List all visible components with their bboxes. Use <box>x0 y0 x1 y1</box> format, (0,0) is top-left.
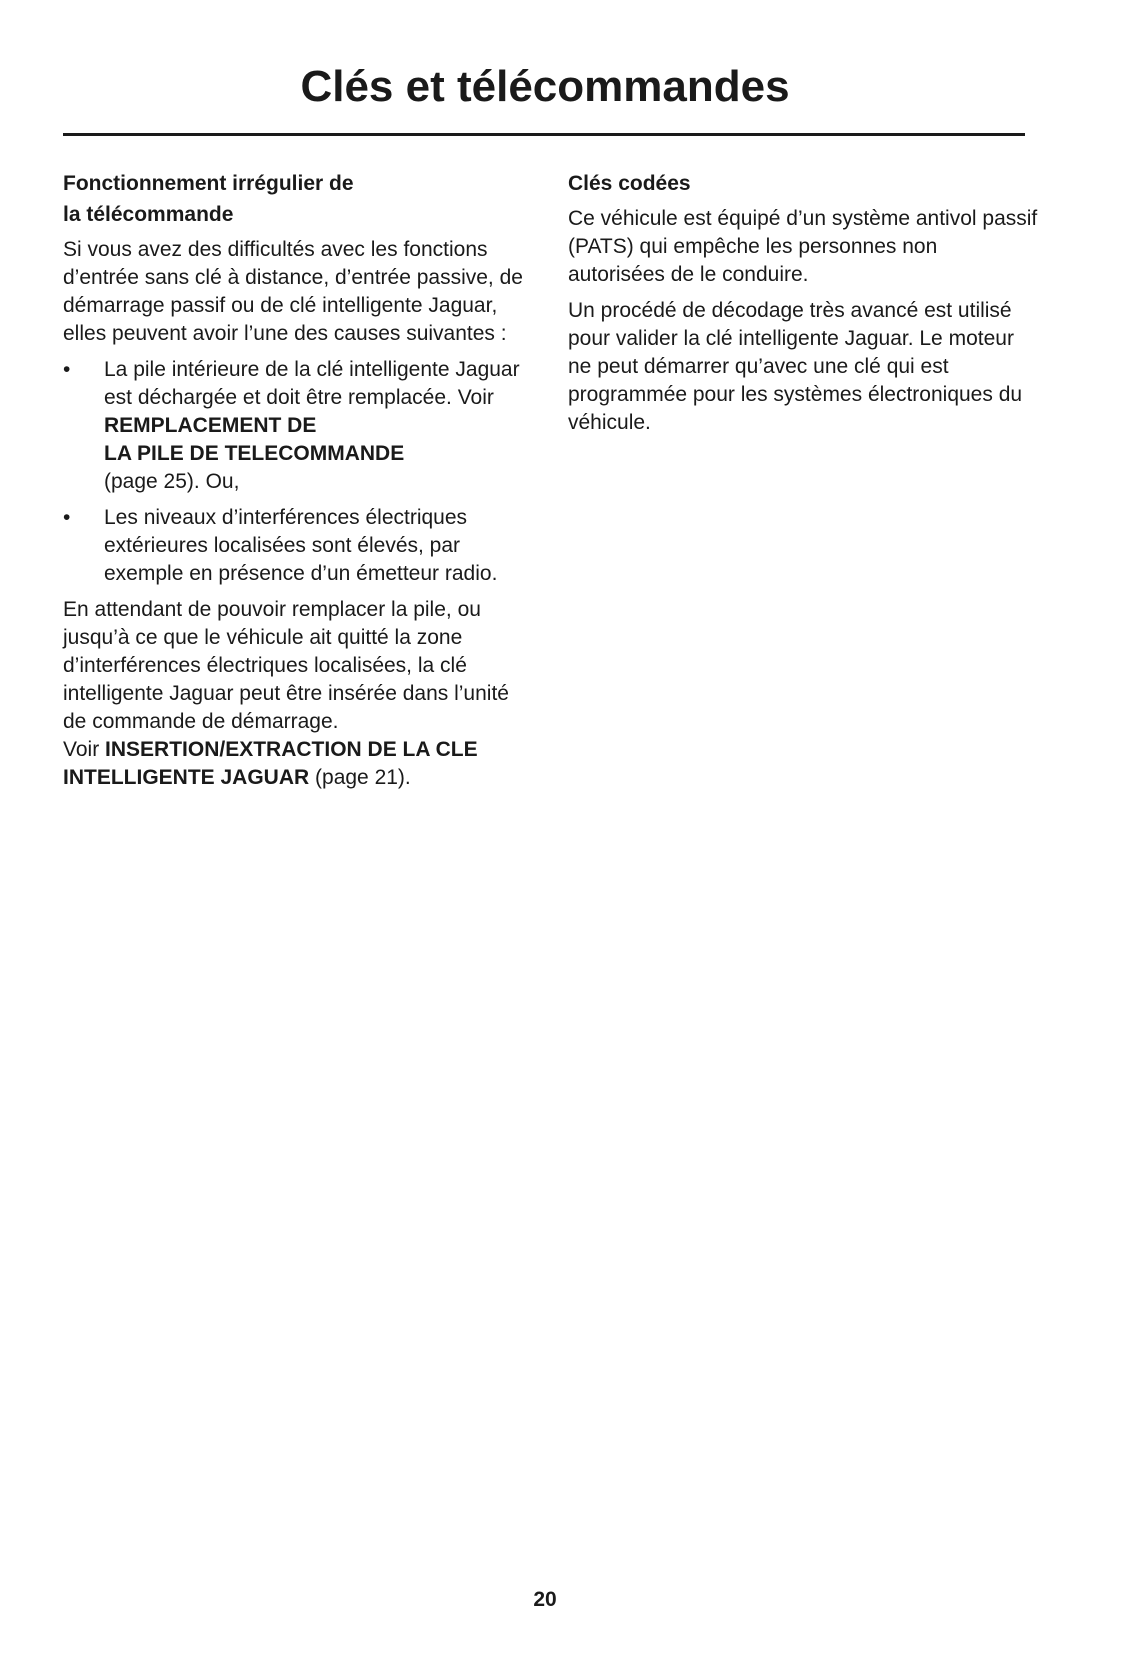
right-column <box>568 168 1038 445</box>
section-heading-remote-malfunction <box>63 168 533 230</box>
intro-paragraph: Si vous avez des difficultés avec les fonctions d’entrée sans clé à distance, d’entrée passive, de démarrage passif ou de clé intelligente Jaguar, elles peuvent avoir l’une des causes suivantes : <box>63 238 523 345</box>
page-title: Clés et télécommandes <box>300 62 790 111</box>
bullet-text: La pile intérieure de la clé intelligente Jaguar est déchargée et doit être remplacée. Voir <box>104 358 520 409</box>
list-item <box>63 356 533 496</box>
pats-paragraph: Ce véhicule est équipé d’un système antivol passif (PATS) qui empêche les personnes non autorisées de le conduire. <box>568 207 1038 286</box>
ref-suffix: (page 21). <box>309 766 411 789</box>
battery-replacement-link-line-1[interactable]: REMPLACEMENT DE <box>104 414 317 437</box>
bullet-icon: • <box>63 358 71 381</box>
ref-prefix: Voir <box>63 738 106 761</box>
battery-replacement-link-line-2[interactable]: LA PILE DE TELECOMMANDE <box>104 442 405 465</box>
causes-list <box>63 356 533 588</box>
workaround-text: En attendant de pouvoir remplacer la pile, ou jusqu’à ce que le véhicule ait quitté la zone d’interférences électriques localisées, la clé intelligente Jaguar peut être insérée dans l’unité de commande de démarrage. <box>63 598 509 733</box>
bullet-suffix: (page 25). Ou, <box>104 470 240 493</box>
list-item <box>63 504 533 588</box>
heading-line-1: Fonctionnement irrégulier de <box>63 172 354 195</box>
page-number: 20 <box>533 1588 557 1611</box>
bullet-text: Les niveaux d’interférences électriques extérieures localisées sont élevés, par exemple en présence d’un émetteur radio. <box>104 506 498 585</box>
decoding-paragraph: Un procédé de décodage très avancé est utilisé pour valider la clé intelligente Jaguar. Le moteur ne peut démarrer qu’avec une clé qui est programmée pour les systèmes électroniques du véhicule. <box>568 299 1023 434</box>
heading-line-2: la télécommande <box>63 203 234 226</box>
workaround-paragraph <box>63 596 533 792</box>
title-divider <box>63 133 1025 136</box>
section-heading-coded-keys: Clés codées <box>568 172 691 195</box>
left-column <box>63 168 533 800</box>
key-insertion-link[interactable]: INSERTION/EXTRACTION DE LA CLE INTELLIGENTE JAGUAR <box>63 738 478 789</box>
bullet-icon: • <box>63 506 71 529</box>
